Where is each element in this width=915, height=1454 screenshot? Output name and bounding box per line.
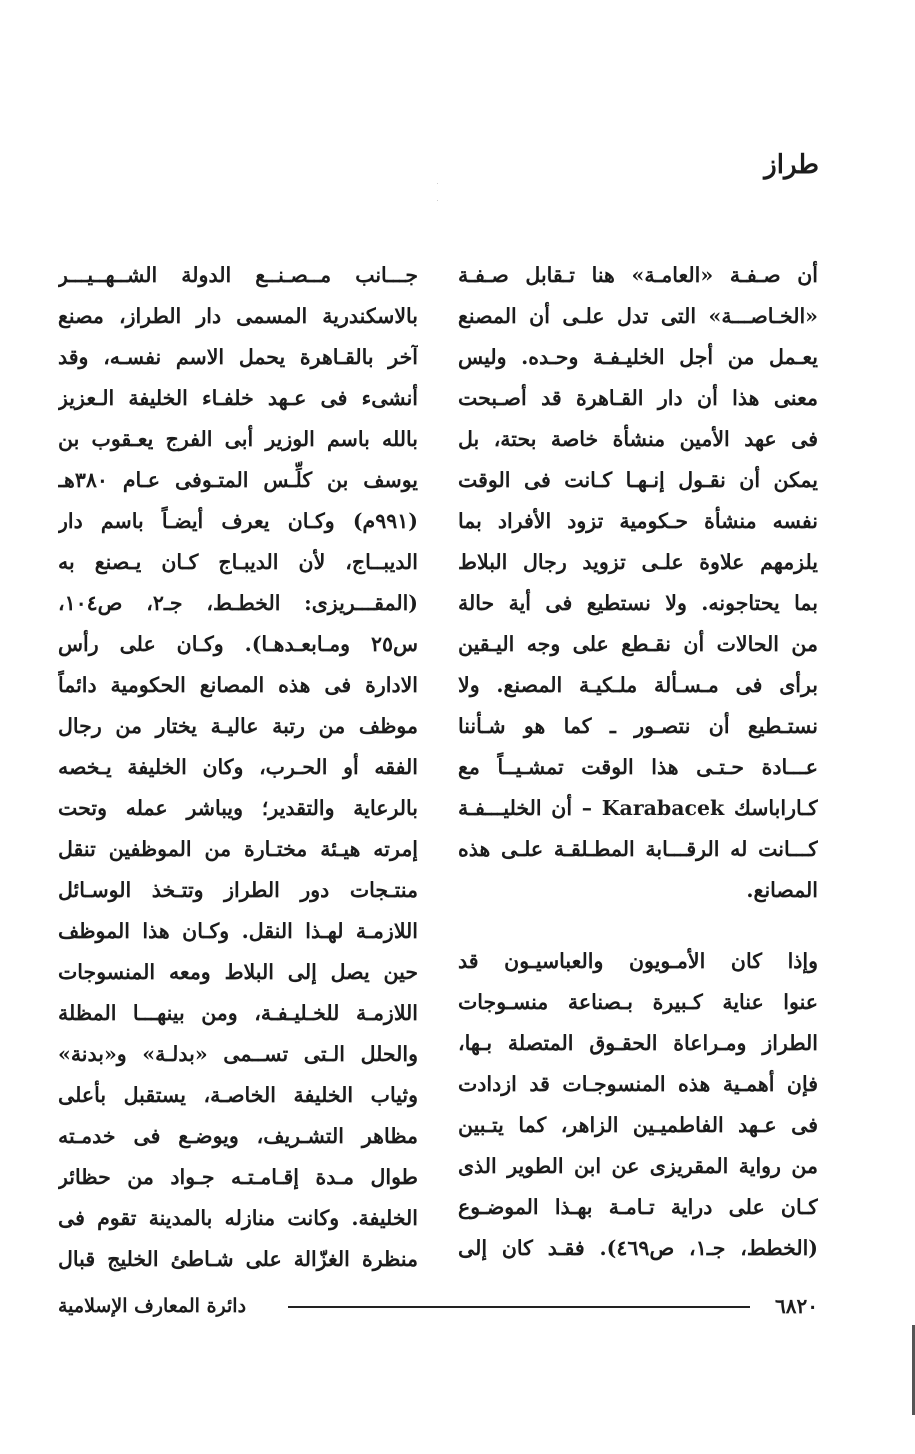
text-line: منتـجات دور الطراز وتتـخذ الوسـائل bbox=[58, 878, 418, 902]
left-text-column bbox=[58, 255, 418, 1280]
text-line: فإن أهمـية هذه المنسوجـات قد ازدادت bbox=[458, 1072, 818, 1096]
text-line: يوسف بن كلِّـس المتـوفى عـام ٣٨٠هـ bbox=[58, 468, 418, 492]
text-line: الادارة فى هذه المصانع الحكومية دائماً bbox=[58, 673, 418, 697]
text-line: عنوا عناية كـبيرة بـصناعة منسـوجات bbox=[458, 990, 818, 1014]
text-line: مظاهر التشـريف، ويوضـع فى خدمـته bbox=[58, 1124, 418, 1148]
running-head-title: طراز bbox=[764, 150, 819, 180]
paragraph-gap bbox=[458, 911, 818, 941]
text-line: نستـطيع أن نتصـور ـ كما هو شـأننا bbox=[458, 714, 818, 738]
text-line: المصانع. bbox=[746, 878, 818, 902]
text-line: وثياب الخليفة الخاصـة، يستقبل بأعلى bbox=[58, 1083, 418, 1107]
text-line: نفسه منشأة حـكومية تزود الأفراد بما bbox=[458, 509, 818, 533]
text-line: يلزمهم علاوة علـى تزويد رجال البلاط bbox=[458, 550, 818, 574]
text-line: وإذا كان الأمـويون والعباسيـون قد bbox=[458, 949, 818, 973]
text-line: منظرة الغزّالة على شـاطئ الخليج قبال bbox=[58, 1247, 418, 1271]
text-line: (٩٩١م) وكـان يعرف أيضـاً باسم دار bbox=[58, 509, 418, 533]
text-line: اللازمـة لهـذا النقل. وكـان هذا الموظف bbox=[58, 919, 418, 943]
text-line: من الحالات أن نقـطع على وجه اليـقين bbox=[458, 632, 818, 656]
text-line: بالرعاية والتقدير؛ ويباشر عمله وتحت bbox=[58, 796, 418, 820]
text-line: الخليفة. وكانت منازله بالمدينة تقوم فى bbox=[58, 1206, 418, 1230]
text-line: حين يصل إلى البلاط ومعه المنسوجات bbox=[58, 960, 418, 984]
text-line: فى عهد الأمين منشأة خاصة بحتة، بل bbox=[458, 427, 818, 451]
text-line: كـان على دراية تـامـة بهـذا الموضـوع bbox=[458, 1195, 818, 1219]
publication-title: دائرة المعارف الإسلامية bbox=[58, 1295, 247, 1317]
text-line: إمرته هيـئة مختـارة من الموظفين تنقل bbox=[58, 837, 418, 861]
text-line: أن صـفـة «العامـة» هنا تـقابل صـفـة bbox=[458, 263, 818, 287]
text-line: اللازمـة للخـليـفـة، ومن بينهـــا المظلة bbox=[58, 1001, 418, 1025]
text-line: والحلل الـتى تســمى «بدلـة» و«بدنة» bbox=[58, 1042, 418, 1066]
text-line: يمكن أن نقـول إنـهـا كـانت فى الوقت bbox=[458, 468, 818, 492]
text-line: موظف من رتبة عاليـة يختار من رجال bbox=[58, 714, 418, 738]
text-line: آخر بالقـاهرة يحمل الاسم نفسـه، وقد bbox=[58, 345, 418, 369]
text-line: معنى هذا أن دار القـاهرة قد أصـبحت bbox=[458, 386, 818, 410]
text-line: طوال مـدة إقـامـتـه جـواد من حظائر bbox=[58, 1165, 418, 1189]
text-line: (الخطط، جـ١، ص٤٦٩). فقـد كان إلى bbox=[458, 1236, 818, 1260]
text-line: الديبــاج، لأن الديبـاج كـان يـصنع به bbox=[58, 550, 418, 574]
text-line: «الخـاصـــة» التى تدل علـى أن المصنع bbox=[458, 304, 818, 328]
page-number: ٦٨٢٠ bbox=[775, 1294, 818, 1318]
text-line: الطراز ومـراعاة الحقـوق المتصلة بـها، bbox=[458, 1031, 818, 1055]
text-line: من رواية المقريزى عن ابن الطوير الذى bbox=[458, 1154, 818, 1178]
text-line: كـــانت له الرقـــابة المطـلقـة علـى هذه bbox=[458, 837, 818, 861]
page-footer bbox=[58, 1292, 818, 1332]
scan-speck bbox=[437, 183, 438, 184]
text-line: س٢٥ ومـابعـدهـا). وكـان على رأس bbox=[58, 632, 418, 656]
text-line: كـاراباسك Karabacek – أن الخليـــفـة bbox=[458, 796, 818, 820]
text-line: أنشىء فى عـهد خلفـاء الخليفة الـعزيز bbox=[58, 386, 418, 410]
text-line: عـــادة حـتـى هذا الوقت تمشـيــاً مع bbox=[458, 755, 818, 779]
text-line: بالاسكندرية المسمى دار الطراز، مصنع bbox=[58, 304, 418, 328]
text-line: بما يحتاجونه. ولا نستطيع فى أية حالة bbox=[458, 591, 818, 615]
text-line: فى عـهد الفاطميـين الزاهر، كما يتـبين bbox=[458, 1113, 818, 1137]
text-line: بالله باسم الوزير أبى الفرج يعـقوب بن bbox=[58, 427, 418, 451]
right-text-column bbox=[458, 255, 818, 1269]
scan-speck bbox=[437, 200, 438, 201]
text-line: يعـمل من أجل الخليـفـة وحـده. وليس bbox=[458, 345, 818, 369]
footer-rule bbox=[288, 1306, 750, 1308]
text-line: جـــانب مــصـنــع الدولة الشــهــيـــر bbox=[58, 263, 418, 287]
text-line: برأى فى مـسـألة ملـكيـة المصنع. ولا bbox=[458, 673, 818, 697]
text-line: الفقه أو الحـرب، وكان الخليفة يـخصه bbox=[58, 755, 418, 779]
text-line: (المقـــريزى: الخطـط، جـ٢، ص١٠٤، bbox=[58, 591, 418, 615]
